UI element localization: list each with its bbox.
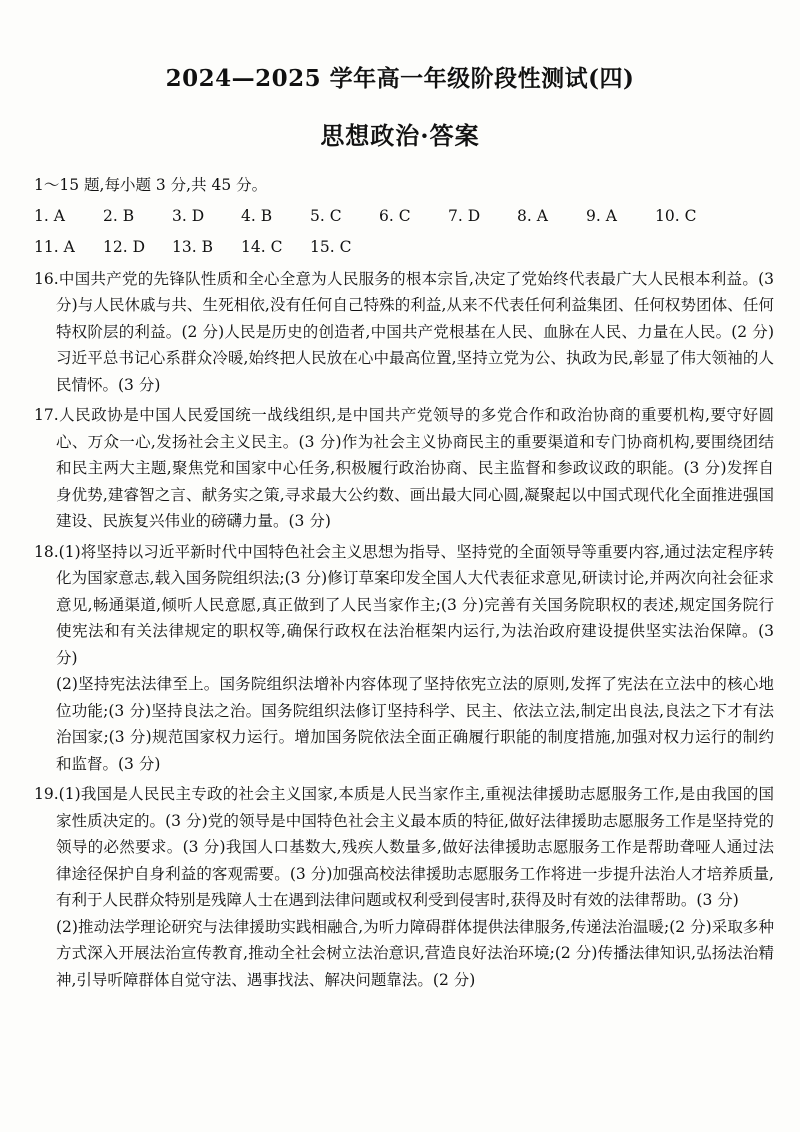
- question-16: [34, 266, 774, 399]
- question-answer-part-2: (2)推动法学理论研究与法律援助实践相融合,为听力障碍群体提供法律服务,传递法治温暖;(2 分)采取多种方式深入开展法治宣传教育,推动全社会树立法治意识,营造良好法治环境;(2 分)传播法律知识,弘扬法治精神,引导听障群体自觉守法、遇事找法、解决问题靠法。(2 分): [56, 917, 774, 989]
- question-17: [34, 402, 774, 535]
- choice-answers-row-1: [34, 203, 774, 230]
- question-18: [34, 539, 774, 672]
- answer-item: 1. A: [34, 206, 65, 225]
- question-answer-part-1: (1)将坚持以习近平新时代中国特色社会主义思想为指导、坚持党的全面领导等重要内容,通过法定程序转化为国家意志,载入国务院组织法;(3 分)修订草案印发全国人大代表征求意见,研读讨论,并两次向社会征求意见,畅通渠道,倾听人民意愿,真正做到了人民当家作主;(3 分)完善有关国务院职权的表述,规定国务院行使宪法和有关法律规定的职权等,确保行政权在法治框架内运行,为法治政府建设提供坚实法治保障。(3 分): [56, 542, 774, 667]
- answer-item: 7. D: [448, 206, 481, 225]
- question-19-part-2: [34, 914, 774, 994]
- question-answer-part-1: (1)我国是人民民主专政的社会主义国家,本质是人民当家作主,重视法律援助志愿服务工作,是由我国的国家性质决定的。(3 分)党的领导是中国特色社会主义最本质的特征,做好法律援助志愿服务工作是坚持党的领导的必然要求。(3 分)我国人口基数大,残疾人数量多,做好法律援助志愿服务工作是帮助聋哑人通过法律途径保护自身利益的客观需要。(3 分)加强高校法律援助志愿服务工作将进一步提升法治人才培养质量,有利于人民群众特别是残障人士在遇到法律问题或权利受到侵害时,获得及时有效的法律帮助。(3 分): [56, 785, 774, 909]
- question-number: 19.: [34, 785, 59, 803]
- answer-content: [34, 172, 774, 993]
- answer-item: 14. C: [241, 238, 283, 256]
- question-answer-part-2: (2)坚持宪法法律至上。国务院组织法增补内容体现了坚持依宪立法的原则,发挥了宪法在立法中的核心地位功能;(3 分)坚持良法之治。国务院组织法修订坚持科学、民主、依法立法,制定出良法,良法之下才有法治国家;(3 分)规范国家权力运行。增加国务院依法全面正确履行职能的制度措施,加强对权力运行的制约和监督。(3 分): [56, 675, 774, 773]
- answer-item: 8. A: [517, 206, 548, 225]
- answer-item: 9. A: [586, 206, 617, 225]
- choice-answers-row-2: [34, 234, 774, 261]
- answer-item: 12. D: [103, 238, 146, 256]
- answer-item: 5. C: [310, 206, 342, 225]
- answer-item: 15. C: [310, 238, 352, 256]
- question-number: 17.: [34, 406, 59, 424]
- question-18-part-2: [34, 671, 774, 777]
- page-subtitle: 思想政治·答案: [320, 121, 480, 150]
- question-answer-text: 中国共产党的先锋队性质和全心全意为人民服务的根本宗旨,决定了党始终代表最广大人民根本利益。(3 分)与人民休戚与共、生死相依,没有任何自己特殊的利益,从来不代表任何利益集团、任何权势团体、任何特权阶层的利益。(2 分)人民是历史的创造者,中国共产党根基在人民、血脉在人民、力量在人民。(2 分)习近平总书记心系群众冷暖,始终把人民放在心中最高位置,坚持立党为公、执政为民,彰显了伟大领袖的人民情怀。(3 分): [56, 269, 774, 394]
- answer-item: 10. C: [655, 206, 697, 225]
- question-19: [34, 781, 774, 914]
- answer-item: 2. B: [103, 206, 135, 225]
- answer-item: 11. A: [34, 238, 75, 256]
- answer-item: 6. C: [379, 206, 411, 225]
- answer-item: 4. B: [241, 206, 273, 225]
- question-number: 18.: [34, 542, 59, 561]
- answer-item: 13. B: [172, 238, 213, 256]
- page-title: 2024—2025 学年高一年级阶段性测试(四): [165, 65, 635, 92]
- question-number: 16.: [34, 269, 59, 288]
- choice-note: 1～15 题,每小题 3 分,共 45 分。: [34, 176, 268, 194]
- answer-item: 3. D: [172, 206, 205, 225]
- question-answer-text: 人民政协是中国人民爱国统一战线组织,是中国共产党领导的多党合作和政治协商的重要机构,要守好圆心、万众一心,发扬社会主义民主。(3 分)作为社会主义协商民主的重要渠道和专门协商机构,要围绕团结和民主两大主题,聚焦党和国家中心任务,积极履行政治协商、民主监督和参政议政的职能。(3 分)发挥自身优势,建睿智之言、献务实之策,寻求最大公约数、画出最大同心圆,凝聚起以中国式现代化全面推进强国建设、民族复兴伟业的磅礴力量。(3 分): [56, 406, 774, 530]
